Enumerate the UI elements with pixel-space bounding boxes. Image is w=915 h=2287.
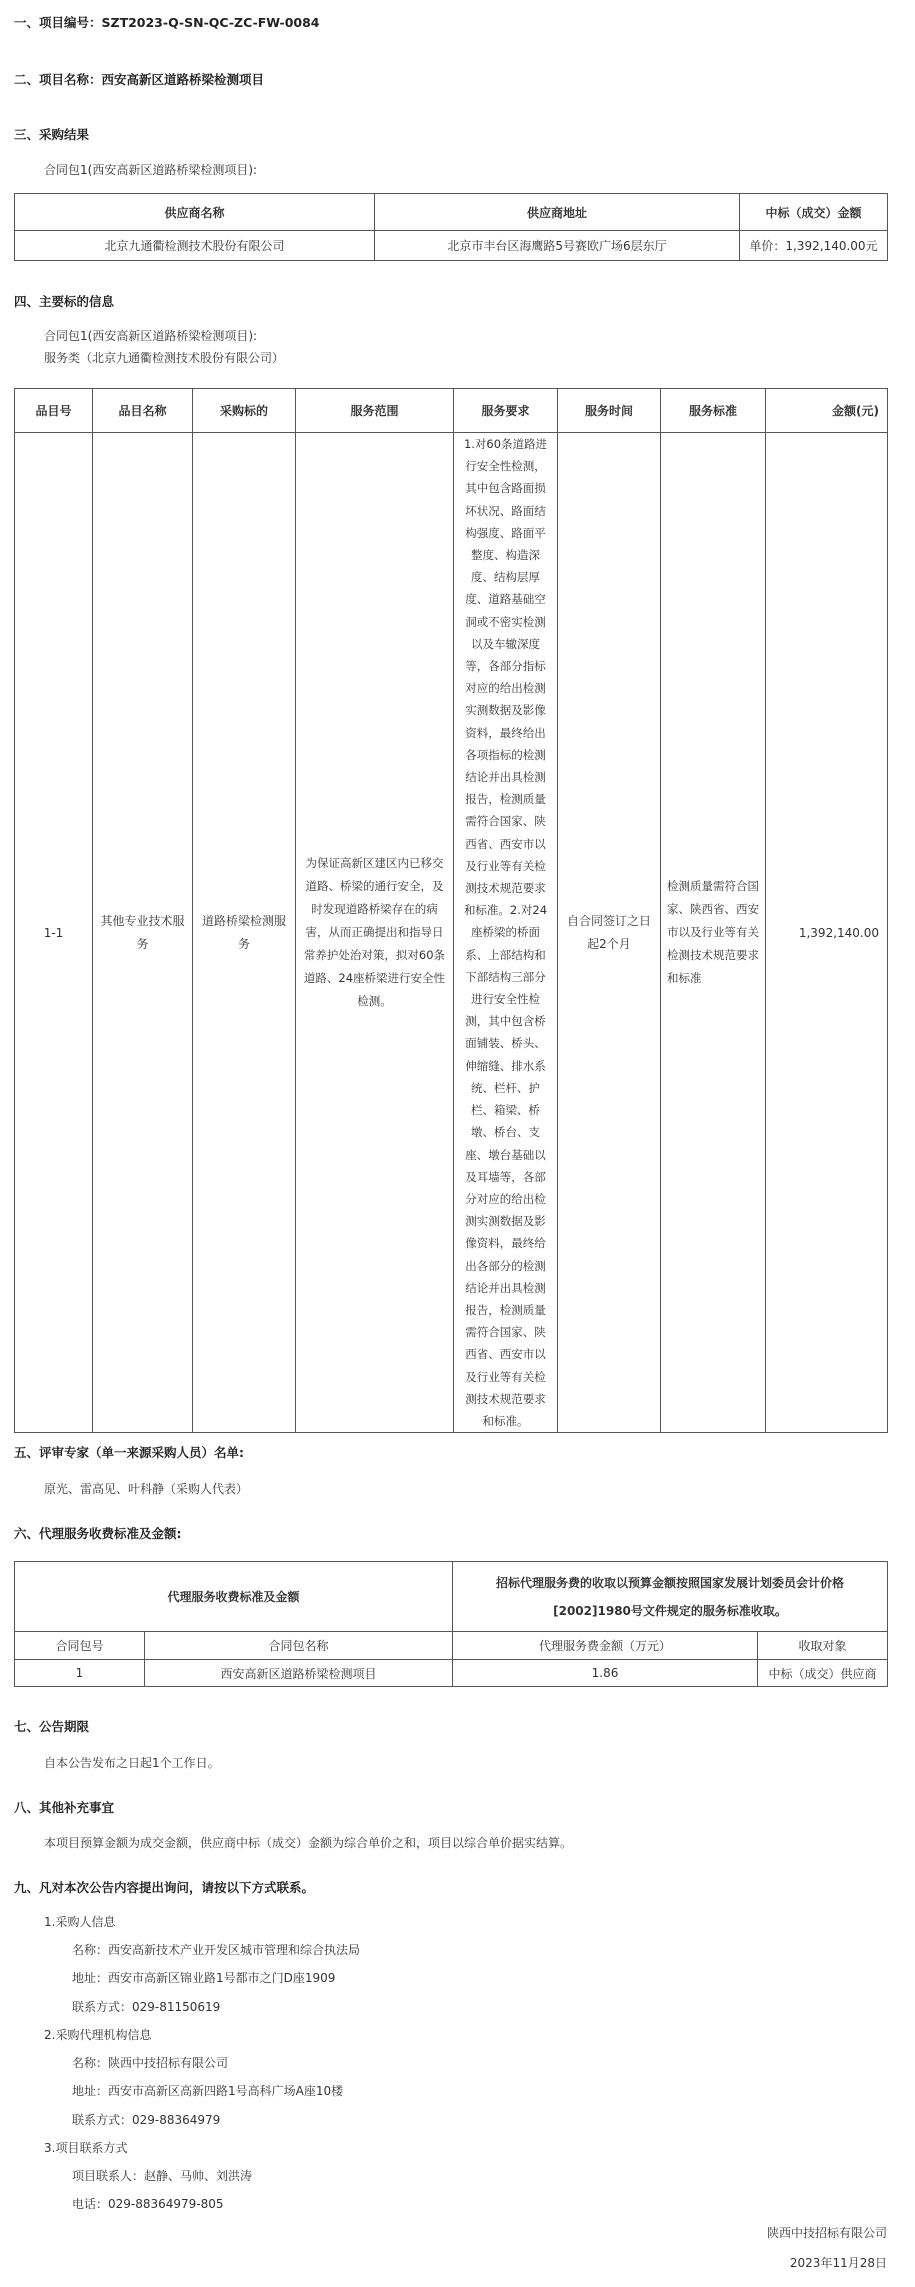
- items-row-target: 道路桥梁检测服务: [193, 433, 296, 1433]
- project-contact-people: 项目联系人：赵静、马帅、刘洪涛: [72, 2169, 253, 2183]
- items-row-standard: 检测质量需符合国家、陕西省、西安市以及行业等有关检测技术规范要求和标准: [661, 433, 766, 1433]
- fee-standard-label: 代理服务收费标准及金额: [15, 1562, 453, 1632]
- agency-fee-heading: 六、代理服务收费标准及金额:: [14, 1526, 182, 1541]
- contact-heading: 九、凡对本次公告内容提出询问，请按以下方式联系。: [14, 1880, 315, 1895]
- items-row-no: 1-1: [15, 433, 93, 1433]
- purchaser-name: 名称：西安高新技术产业开发区城市管理和综合执法局: [72, 1943, 361, 1957]
- project-name-heading: 二、项目名称：西安高新区道路桥梁检测项目: [14, 72, 265, 87]
- items-header-name: 品目名称: [93, 389, 193, 433]
- items-header-time: 服务时间: [558, 389, 661, 433]
- items-row-scope: 为保证高新区建区内已移交道路、桥梁的通行安全，及时发现道路桥梁存在的病害，从而正确提出和指导日常养护处治对策，拟对60条道路、24座桥梁进行安全性检测。: [296, 433, 454, 1433]
- announcement-period-text: 自本公告发布之日起1个工作日。: [44, 1756, 220, 1770]
- fee-charge-target: 中标（成交）供应商: [758, 1660, 888, 1687]
- items-row-requirement: 1.对60条道路进行安全性检测，其中包含路面损坏状况、路面结构强度、路面平整度、构造深度、结构层厚度、道路基础空洞或不密实检测以及车辙深度等，各部分指标对应的给出检测实测数据及影像资料，最终给出各项指标的检测结论并出具检测报告，检测质量需符合国家、陕西省、西安市以及行业等有关检测技术规范要求和标准。2.对24座桥梁的桥面系、上部结构和下部结构三部分进行安全性检测，其中包含桥面铺装、桥头、伸缩缝、排水系统、栏杆、护栏、箱梁、桥墩、桥台、支座、墩台基础以及耳墙等，各部分对应的给出检测实测数据及影像资料，最终给出各部分的检测结论并出具检测报告，检测质量需符合国家、陕西省、西安市以及行业等有关检测技术规范要求和标准。: [454, 433, 558, 1433]
- result-package-label: 合同包1(西安高新区道路桥梁检测项目):: [44, 163, 258, 177]
- purchaser-address: 地址：西安市高新区锦业路1号都市之门D座1909: [72, 1971, 336, 1985]
- procurement-result-heading: 三、采购结果: [14, 127, 90, 142]
- items-header-target: 采购标的: [193, 389, 296, 433]
- agency-fee-table: [14, 1561, 888, 1687]
- items-row-name: 其他专业技术服务: [93, 433, 193, 1433]
- agency-title: 2.采购代理机构信息: [44, 2028, 152, 2042]
- result-supplier-address: 北京市丰台区海鹰路5号赛欧广场6层东厅: [375, 231, 740, 261]
- footer-organization: 陕西中技招标有限公司: [766, 2226, 887, 2240]
- result-header-address: 供应商地址: [375, 194, 740, 231]
- agency-phone: 联系方式：029-88364979: [72, 2113, 221, 2127]
- result-header-supplier: 供应商名称: [15, 194, 375, 231]
- result-supplier-name: 北京九通衢检测技术股份有限公司: [15, 231, 375, 261]
- other-matters-text: 本项目预算金额为成交金额，供应商中标（成交）金额为综合单价之和，项目以综合单价据实结算。: [44, 1836, 573, 1850]
- items-header-scope: 服务范围: [296, 389, 454, 433]
- announcement-period-heading: 七、公告期限: [14, 1719, 90, 1734]
- items-package-label: 合同包1(西安高新区道路桥梁检测项目):: [44, 329, 258, 343]
- fee-header-target: 收取对象: [758, 1632, 888, 1660]
- fee-header-amount: 代理服务费金额（万元）: [453, 1632, 758, 1660]
- footer-date: 2023年11月28日: [789, 2256, 887, 2270]
- items-row-time: 自合同签订之日起2个月: [558, 433, 661, 1433]
- fee-header-package-no: 合同包号: [15, 1632, 145, 1660]
- project-contact-title: 3.项目联系方式: [44, 2141, 128, 2155]
- fee-header-package-name: 合同包名称: [145, 1632, 453, 1660]
- fee-standard-description: 招标代理服务费的收取以预算金额按照国家发展计划委员会计价格[2002]1980号文件规定的服务标准收取。: [453, 1562, 888, 1632]
- result-header-amount: 中标（成交）金额: [740, 194, 888, 231]
- items-row-amount: 1,392,140.00: [766, 433, 888, 1433]
- items-table: [14, 388, 888, 1433]
- main-items-heading: 四、主要标的信息: [14, 294, 115, 309]
- items-header-amount: 金额(元): [766, 389, 888, 433]
- agency-name: 名称：陕西中技招标有限公司: [72, 2056, 229, 2070]
- experts-heading: 五、评审专家（单一来源采购人员）名单:: [14, 1445, 244, 1460]
- items-header-standard: 服务标准: [661, 389, 766, 433]
- result-table: [14, 193, 888, 261]
- purchaser-phone: 联系方式：029-81150619: [72, 2000, 221, 2014]
- project-number-heading: 一、项目编号：SZT2023-Q-SN-QC-ZC-FW-0084: [14, 15, 320, 30]
- project-contact-phone: 电话：029-88364979-805: [72, 2197, 224, 2211]
- items-row: [15, 433, 888, 1433]
- purchaser-title: 1.采购人信息: [44, 1915, 116, 1929]
- items-header-requirement: 服务要求: [454, 389, 558, 433]
- agency-address: 地址：西安市高新区高新四路1号高科广场A座10楼: [72, 2084, 344, 2098]
- experts-list: 原光、雷高见、叶科静（采购人代表）: [44, 1482, 249, 1496]
- fee-package-no: 1: [15, 1660, 145, 1687]
- items-service-label: 服务类（北京九通衢检测技术股份有限公司）: [44, 351, 285, 365]
- fee-amount: 1.86: [453, 1660, 758, 1687]
- fee-package-name: 西安高新区道路桥梁检测项目: [145, 1660, 453, 1687]
- other-matters-heading: 八、其他补充事宜: [14, 1800, 115, 1815]
- result-amount: 单价：1,392,140.00元: [740, 231, 888, 261]
- items-header-no: 品目号: [15, 389, 93, 433]
